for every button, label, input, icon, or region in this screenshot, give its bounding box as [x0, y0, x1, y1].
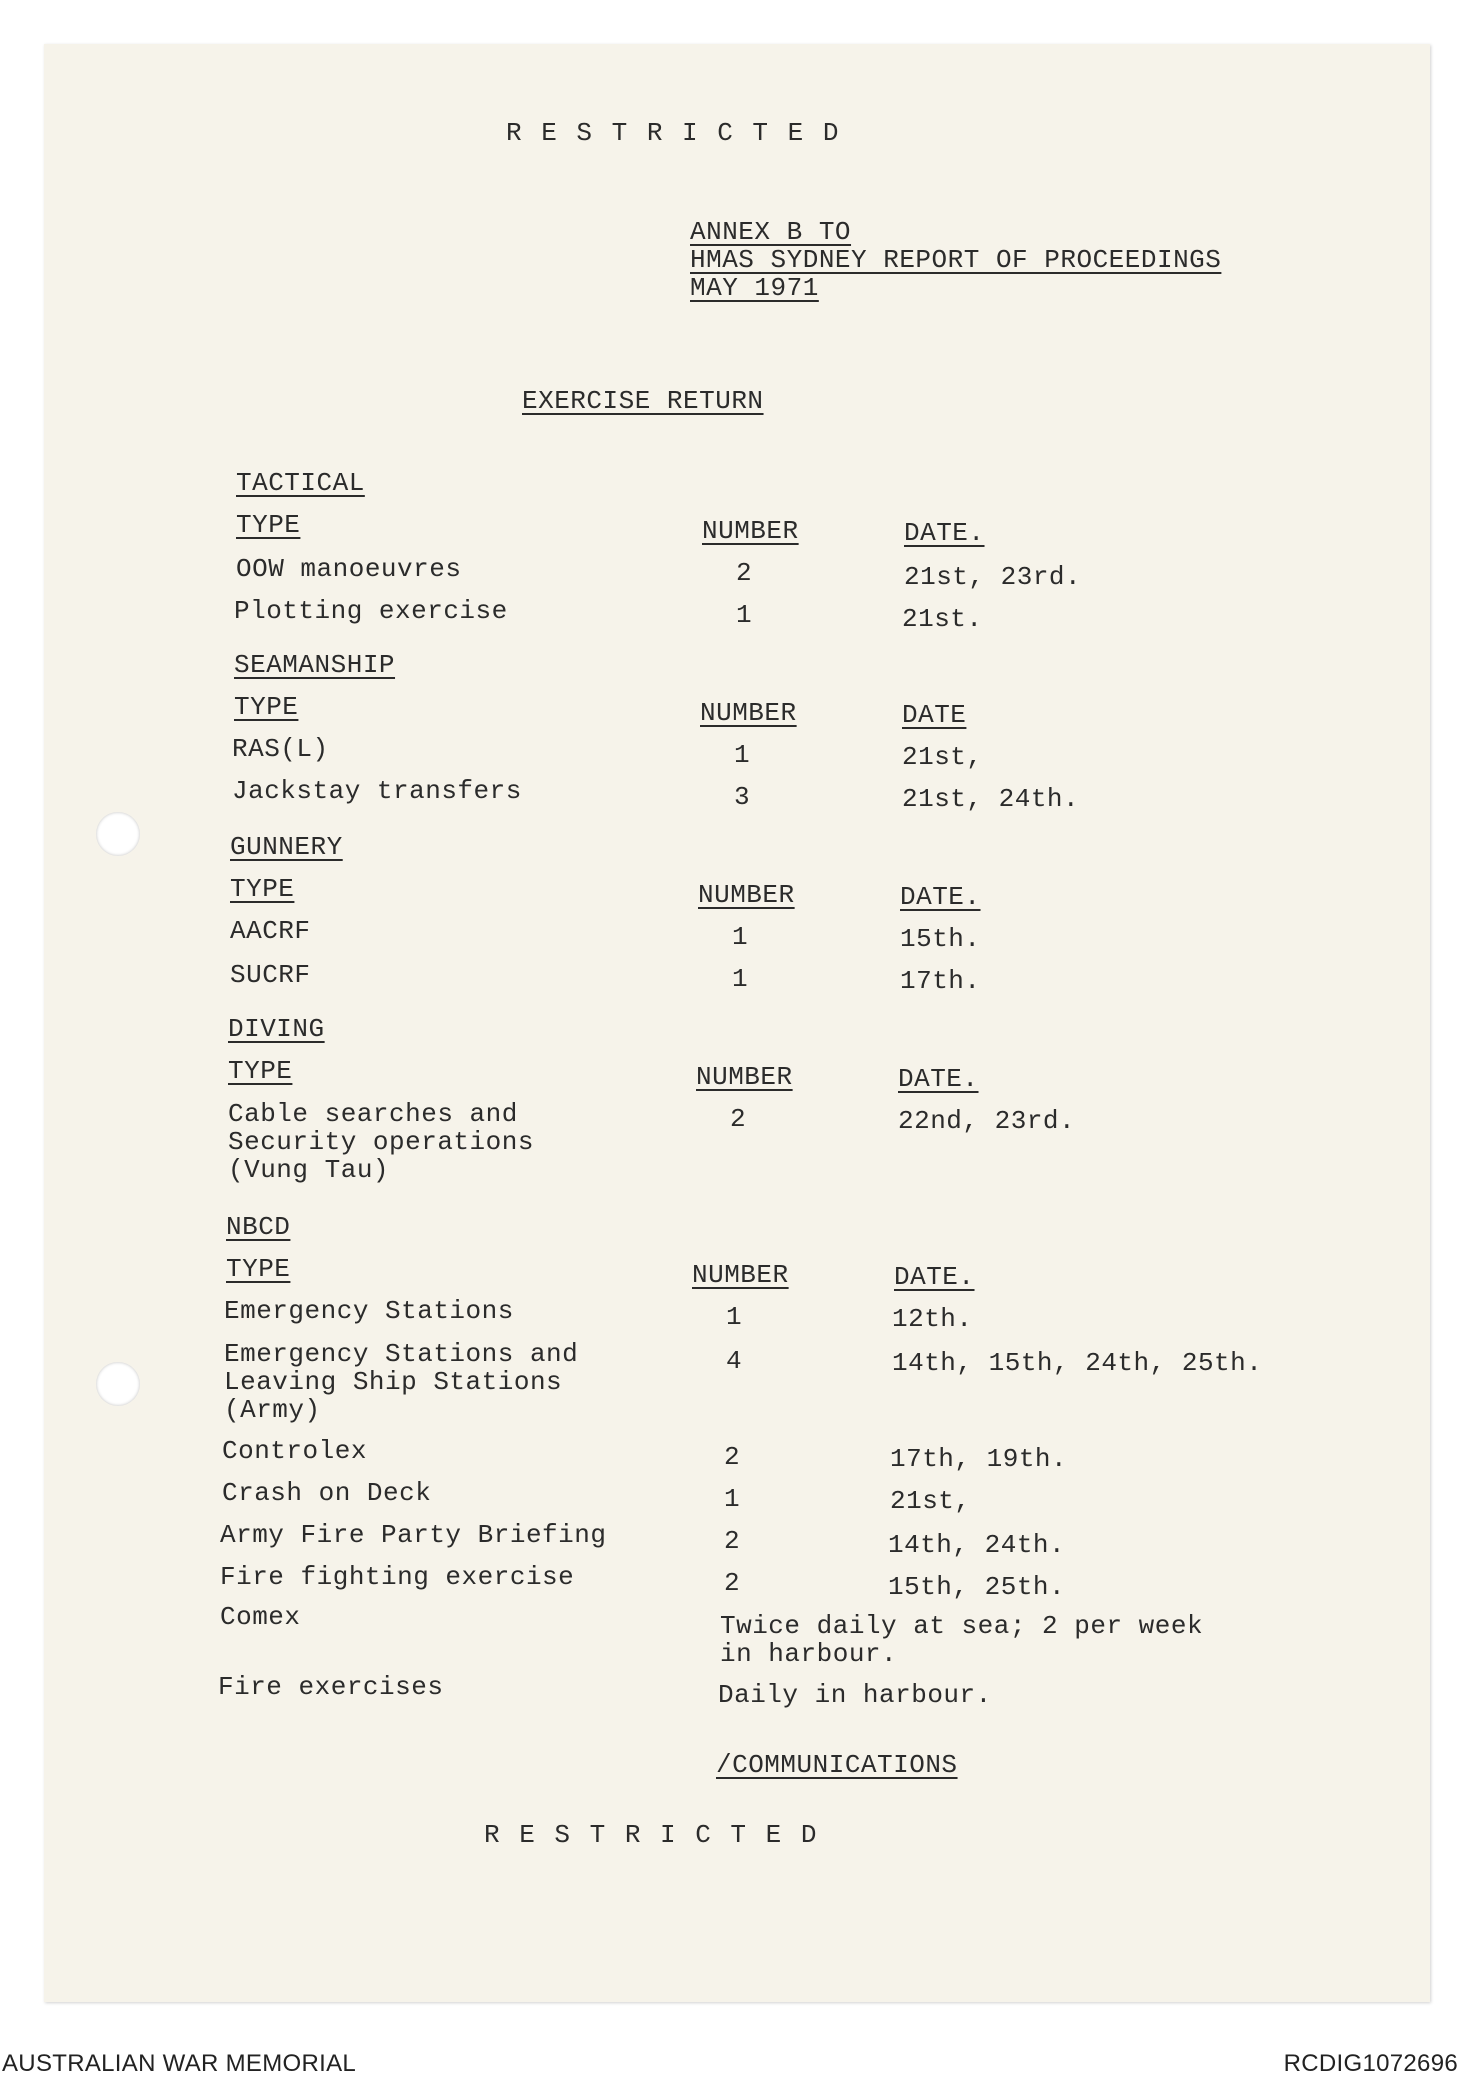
continuation-text: /COMMUNICATIONS: [716, 1750, 958, 1780]
row-date: 22nd, 23rd.: [898, 1106, 1076, 1136]
row-type-line: (Vung Tau): [228, 1155, 390, 1185]
row-number: 1: [732, 922, 749, 952]
row-type: Fire exercises: [218, 1672, 444, 1702]
row-number: 1: [726, 1302, 743, 1332]
section-title-gunnery: GUNNERY: [230, 832, 343, 862]
annex-heading: [690, 218, 1221, 302]
punch-hole-bottom: [96, 1362, 140, 1406]
row-number: 2: [736, 558, 753, 588]
row-type-line: Emergency Stations and: [224, 1339, 579, 1369]
header-type: TYPE: [236, 510, 301, 540]
row-date: 17th.: [900, 966, 981, 996]
header-date: DATE: [902, 700, 967, 730]
annex-line-2: HMAS SYDNEY REPORT OF PROCEEDINGS: [690, 245, 1222, 275]
footer-institution: AUSTRALIAN WAR MEMORIAL: [2, 2050, 357, 2077]
header-date: DATE.: [900, 882, 981, 912]
punch-hole-top: [96, 812, 140, 856]
row-number: 2: [730, 1104, 747, 1134]
row-number: 2: [724, 1526, 741, 1556]
header-type: TYPE: [226, 1254, 291, 1284]
row-type: Controlex: [222, 1436, 367, 1466]
row-type: Plotting exercise: [234, 596, 508, 626]
row-note-line: Twice daily at sea; 2 per week: [720, 1611, 1204, 1641]
row-type: Fire fighting exercise: [220, 1562, 575, 1592]
row-type: Army Fire Party Briefing: [220, 1520, 607, 1550]
annex-line-3: MAY 1971: [690, 273, 819, 303]
row-type: OOW manoeuvres: [236, 554, 462, 584]
row-date: 21st.: [902, 604, 983, 634]
row-date: 15th, 25th.: [888, 1572, 1066, 1602]
row-date: 21st, 23rd.: [904, 562, 1082, 592]
header-date: DATE.: [894, 1262, 975, 1292]
row-number: 1: [724, 1484, 741, 1514]
row-number: 1: [732, 964, 749, 994]
row-type: Jackstay transfers: [232, 776, 522, 806]
header-number: NUMBER: [698, 880, 795, 910]
header-type: TYPE: [234, 692, 299, 722]
row-type-line: Security operations: [228, 1127, 534, 1157]
row-type-line: Cable searches and: [228, 1099, 518, 1129]
row-type-line: Leaving Ship Stations: [224, 1367, 563, 1397]
row-type: Emergency Stations: [224, 1296, 514, 1326]
row-number: 4: [726, 1346, 743, 1376]
row-number: 2: [724, 1568, 741, 1598]
row-type: [224, 1340, 578, 1424]
row-number: 3: [734, 782, 751, 812]
header-type: TYPE: [228, 1056, 293, 1086]
row-date: 21st,: [902, 742, 983, 772]
footer-record-id: RCDIG1072696: [1283, 2050, 1458, 2077]
header-date: DATE.: [898, 1064, 979, 1094]
row-date: 17th, 19th.: [890, 1444, 1068, 1474]
row-date: 21st,: [890, 1486, 971, 1516]
row-type: AACRF: [230, 916, 311, 946]
row-type-line: (Army): [224, 1395, 321, 1425]
section-title-seamanship: SEAMANSHIP: [234, 650, 396, 680]
row-note: Daily in harbour.: [718, 1680, 992, 1710]
header-number: NUMBER: [702, 516, 799, 546]
document-title: EXERCISE RETURN: [522, 386, 764, 416]
row-date: 15th.: [900, 924, 981, 954]
row-number: 1: [734, 740, 751, 770]
header-type: TYPE: [230, 874, 295, 904]
row-type: Comex: [220, 1602, 301, 1632]
section-title-diving: DIVING: [228, 1014, 325, 1044]
row-type: [228, 1100, 534, 1184]
classification-bottom: R E S T R I C T E D: [484, 1820, 819, 1850]
classification-top: R E S T R I C T E D: [506, 118, 841, 148]
row-type: Crash on Deck: [222, 1478, 432, 1508]
header-date: DATE.: [904, 518, 985, 548]
row-date: 12th.: [892, 1304, 973, 1334]
row-type: RAS(L): [232, 734, 329, 764]
row-type: SUCRF: [230, 960, 311, 990]
header-number: NUMBER: [696, 1062, 793, 1092]
header-number: NUMBER: [692, 1260, 789, 1290]
row-number: 1: [736, 600, 753, 630]
row-date: 21st, 24th.: [902, 784, 1080, 814]
annex-line-1: ANNEX B TO: [690, 217, 852, 247]
section-title-tactical: TACTICAL: [236, 468, 365, 498]
header-number: NUMBER: [700, 698, 797, 728]
continuation-label: [716, 1752, 958, 1778]
section-title-nbcd: NBCD: [226, 1212, 291, 1242]
row-note-line: in harbour.: [720, 1639, 898, 1669]
row-note: [720, 1612, 1203, 1668]
row-number: 2: [724, 1442, 741, 1472]
row-date: 14th, 24th.: [888, 1530, 1066, 1560]
row-date: 14th, 15th, 24th, 25th.: [892, 1348, 1263, 1378]
